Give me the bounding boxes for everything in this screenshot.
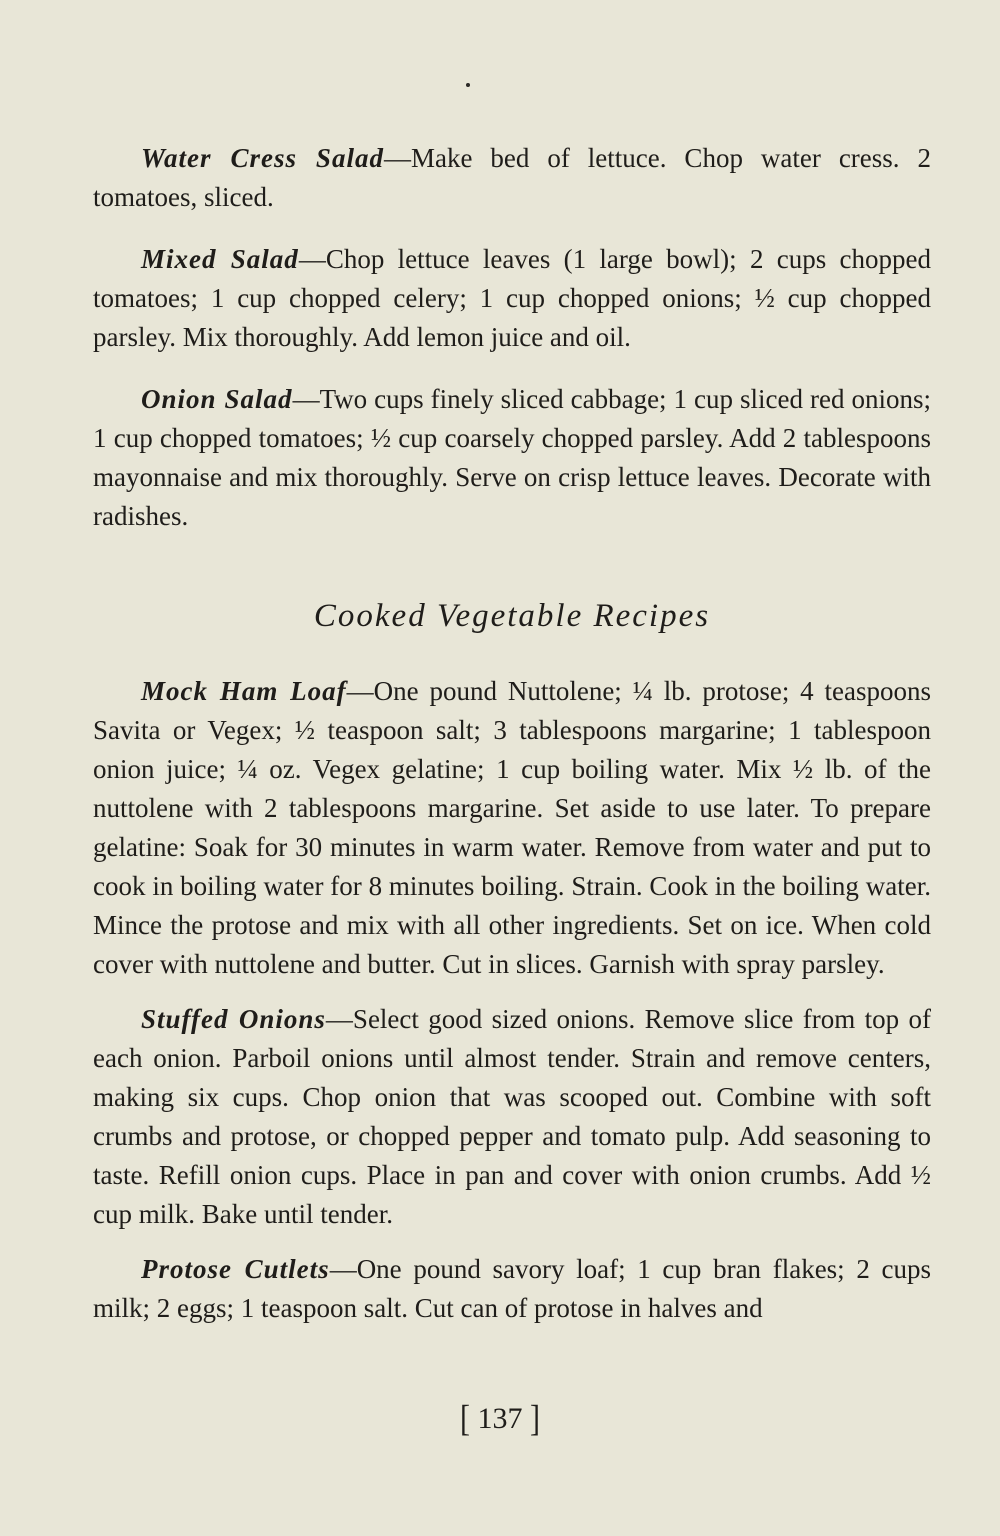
recipe-paragraph-onion-salad	[93, 380, 931, 536]
recipe-title: Mixed Salad	[141, 244, 299, 274]
recipe-title: Onion Salad	[141, 384, 293, 414]
recipe-paragraph-mock-ham-loaf	[93, 672, 931, 984]
page-number-close-bracket: ]	[530, 1397, 540, 1439]
recipe-body: —Select good sized onions. Remove slice from top of each onion. Parboil onions until almost tender. Strain and remove centers, making six cups. Chop onion that was scooped out. Combine with soft crumbs and protose, or chopped pepper and tomato pulp. Add seasoning to taste. Refill onion cups. Place in pan and cover with onion crumbs. Add ½ cup milk. Bake until tender.	[93, 1004, 931, 1229]
recipe-body: —One pound savory loaf; 1 cup bran flakes; 2 cups milk; 2 eggs; 1 teaspoon salt. Cut can of protose in halves and	[93, 1254, 931, 1323]
recipe-title: Mock Ham Loaf	[141, 676, 347, 706]
recipe-paragraph-mixed-salad	[93, 240, 931, 357]
page-number-value: 137	[477, 1402, 523, 1435]
top-dot-mark	[466, 83, 470, 87]
recipe-body: —Make bed of lettuce. Chop water cress. 2 tomatoes, sliced.	[93, 143, 931, 212]
recipe-paragraph-water-cress-salad	[93, 139, 931, 217]
recipe-body: —Two cups finely sliced cabbage; 1 cup sliced red onions; 1 cup chopped tomatoes; ½ cup coarsely chopped parsley. Add 2 tablespoons mayonnaise and mix thoroughly. Serve on crisp lettuce leaves. Decorate with radishes.	[93, 384, 931, 531]
recipe-title: Water Cress Salad	[141, 143, 384, 173]
page-number	[0, 1397, 1000, 1439]
page-number-open-bracket: [	[460, 1397, 470, 1439]
recipe-title: Protose Cutlets	[141, 1254, 330, 1284]
recipe-paragraph-stuffed-onions	[93, 1000, 931, 1234]
cooked-recipes-section	[93, 672, 931, 1328]
recipe-paragraph-protose-cutlets	[93, 1250, 931, 1328]
recipe-body: —One pound Nuttolene; ¼ lb. protose; 4 teaspoons Savita or Vegex; ½ teaspoon salt; 3 tablespoons margarine; 1 tablespoon onion juice; ¼ oz. Vegex gelatine; 1 cup boiling water. Mix ½ lb. of the nuttolene with 2 tablespoons margarine. Set aside to use later. To prepare gelatine: Soak for 30 minutes in warm water. Remove from water and put to cook in boiling water for 8 minutes boiling. Strain. Cook in the boiling water. Mince the protose and mix with all other ingredients. Set on ice. When cold cover with nuttolene and butter. Cut in slices. Garnish with spray parsley.	[93, 676, 931, 979]
recipe-title: Stuffed Onions	[141, 1004, 326, 1034]
recipe-body: —Chop lettuce leaves (1 large bowl); 2 cups chopped tomatoes; 1 cup chopped celery; 1 cup chopped onions; ½ cup chopped parsley. Mix thoroughly. Add lemon juice and oil.	[93, 244, 932, 352]
salad-recipes-section	[93, 139, 931, 536]
section-heading: Cooked Vegetable Recipes	[313, 598, 711, 634]
